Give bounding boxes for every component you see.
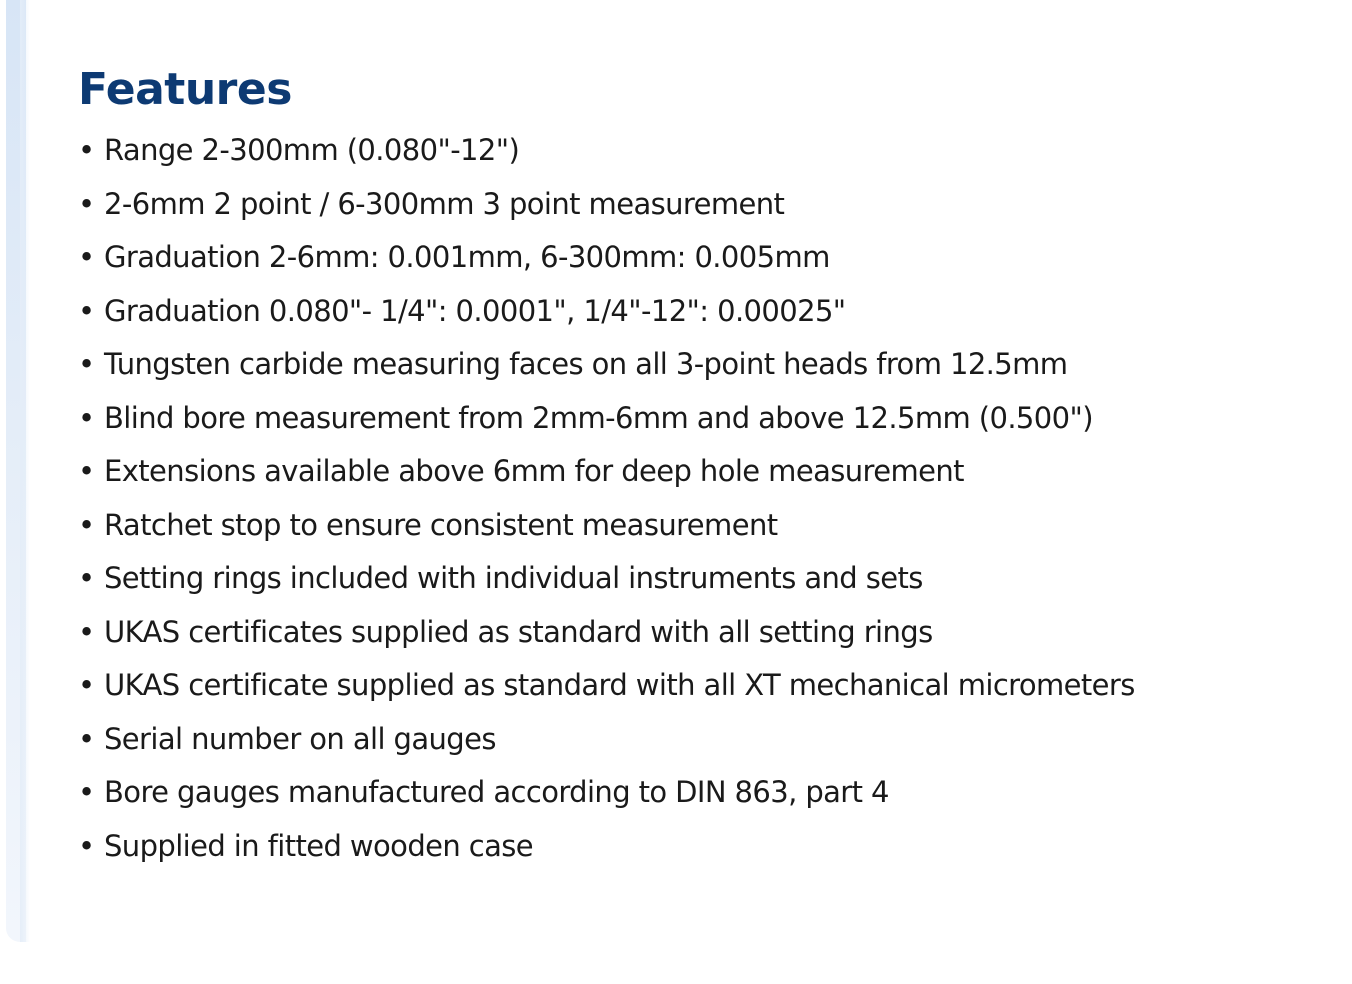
features-panel	[78, 62, 1318, 873]
feature-item	[78, 499, 1318, 553]
bullet-icon: •	[78, 186, 95, 221]
feature-item	[78, 445, 1318, 499]
feature-text: Bore gauges manufactured according to DIN 863, part 4	[104, 775, 889, 809]
bullet-icon: •	[78, 507, 95, 542]
bullet-icon: •	[78, 561, 95, 595]
features-title: Features	[78, 64, 292, 115]
feature-text: Ratchet stop to ensure consistent measurement	[104, 507, 778, 542]
feature-text: Serial number on all gauges	[104, 721, 496, 756]
feature-text: 2-6mm 2 point / 6-300mm 3 point measurement	[104, 186, 785, 221]
feature-text: Tungsten carbide measuring faces on all 3-point heads from 12.5mm	[104, 347, 1068, 381]
feature-item	[78, 659, 1318, 713]
feature-list	[78, 124, 1318, 873]
bullet-icon: •	[78, 454, 95, 488]
feature-text: Range 2-300mm (0.080"-12")	[104, 133, 520, 167]
bullet-icon: •	[78, 240, 95, 274]
feature-text: Graduation 2-6mm: 0.001mm, 6-300mm: 0.005mm	[104, 240, 830, 274]
bullet-icon: •	[78, 347, 95, 381]
feature-text: Extensions available above 6mm for deep hole measurement	[104, 454, 964, 488]
feature-text: Supplied in fitted wooden case	[104, 828, 534, 863]
feature-item	[78, 392, 1318, 446]
feature-item	[78, 552, 1318, 606]
feature-text: Blind bore measurement from 2mm-6mm and above 12.5mm (0.500")	[104, 400, 1093, 435]
feature-item	[78, 178, 1318, 232]
bullet-icon: •	[78, 614, 95, 649]
bullet-icon: •	[78, 133, 95, 167]
feature-text: Graduation 0.080"- 1/4": 0.0001", 1/4"-12": 0.00025"	[104, 293, 846, 328]
feature-item	[78, 713, 1318, 767]
feature-item	[78, 285, 1318, 339]
feature-item	[78, 231, 1318, 285]
bullet-icon: •	[78, 775, 95, 809]
bullet-icon: •	[78, 293, 95, 328]
bullet-icon: •	[78, 828, 95, 863]
bullet-icon: •	[78, 721, 95, 756]
feature-item	[78, 766, 1318, 820]
left-accent-fade	[20, 0, 30, 942]
feature-item	[78, 124, 1318, 178]
feature-text: UKAS certificate supplied as standard with all XT mechanical micrometers	[104, 668, 1135, 702]
feature-text: UKAS certificates supplied as standard with all setting rings	[104, 614, 933, 649]
feature-item	[78, 338, 1318, 392]
feature-item	[78, 820, 1318, 874]
bullet-icon: •	[78, 668, 95, 702]
feature-text: Setting rings included with individual instruments and sets	[104, 561, 923, 595]
bullet-icon: •	[78, 400, 95, 435]
feature-item	[78, 606, 1318, 660]
